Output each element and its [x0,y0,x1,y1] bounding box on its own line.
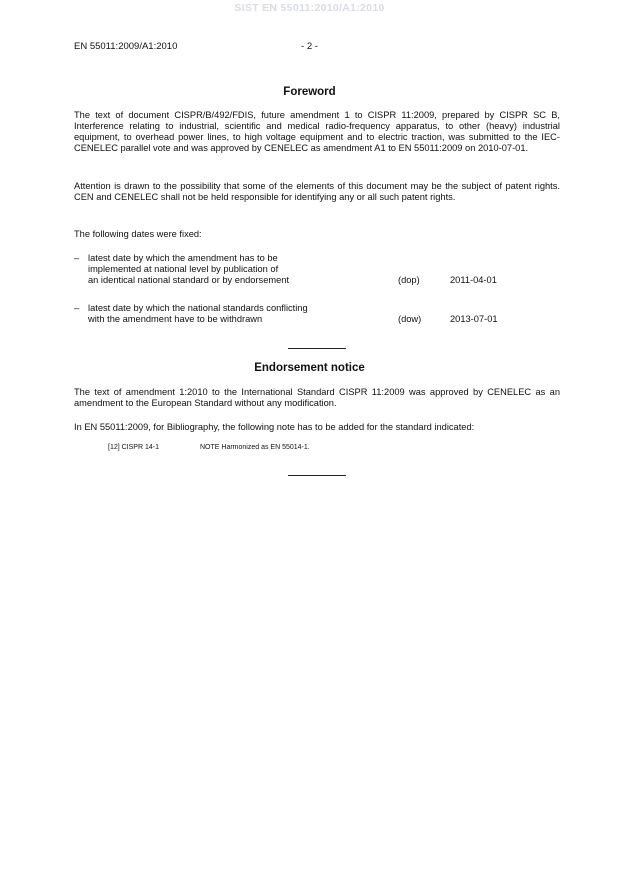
bibliography-reference: [12] CISPR 14-1 [108,444,159,451]
date-item-dow [74,303,560,326]
page-number: - 2 - [301,41,318,52]
list-dash: – [74,253,80,263]
watermark: SIST EN 55011:2010/A1:2010 [234,2,385,14]
date-item-line: latest date by which the national standards conflicting [88,303,308,313]
date-item-description [88,253,388,286]
endorsement-paragraph-2: In EN 55011:2009, for Bibliography, the following note has to be added for the standard indicated: [74,422,475,432]
bibliography-note-text: NOTE Harmonized as EN 55014-1. [200,444,310,451]
date-item-line: with the amendment have to be withdrawn [88,314,263,325]
end-divider [288,475,346,476]
endorsement-paragraph-1: The text of amendment 1:2010 to the International Standard CISPR 11:2009 was approved by CENELEC as an amendment to the European Standard without any modification. [74,387,560,409]
date-item-line: latest date by which the amendment has to be [88,253,278,263]
document-id: EN 55011:2009/A1:2010 [74,41,178,52]
foreword-paragraph-1: The text of document CISPR/B/492/FDIS, future amendment 1 to CISPR 11:2009, prepared by CISPR SC B, Interference relating to industrial, scientific and medical radio-frequency apparatus, to other (heavy) industrial equipment, to overhead power lines, to high voltage equipment and to electric traction, was submitted to the IEC-CENELEC parallel vote and was approved by CENELEC as amendment A1 to EN 55011:2009 on 2010-07-01. [74,110,560,154]
date-abbreviation: (dow) [398,314,422,324]
date-abbreviation: (dop) [398,275,420,285]
foreword-paragraph-2: Attention is drawn to the possibility that some of the elements of this document may be the subject of patent rights. CEN and CENELEC shall not be held responsible for identifying any or all such patent rights. [74,181,560,203]
foreword-paragraph-3: The following dates were fixed: [74,229,202,239]
foreword-heading: Foreword [283,86,336,98]
date-value: 2013-07-01 [450,314,498,324]
date-value: 2011-04-01 [450,275,497,285]
date-item-line: implemented at national level by publication of [88,264,279,275]
section-divider [288,348,346,349]
date-item-dop [74,253,560,287]
date-item-description [88,303,388,325]
date-item-line: an identical national standard or by endorsement [88,275,290,286]
list-dash: – [74,303,80,313]
bibliography-note [108,444,310,451]
endorsement-heading: Endorsement notice [254,362,365,374]
